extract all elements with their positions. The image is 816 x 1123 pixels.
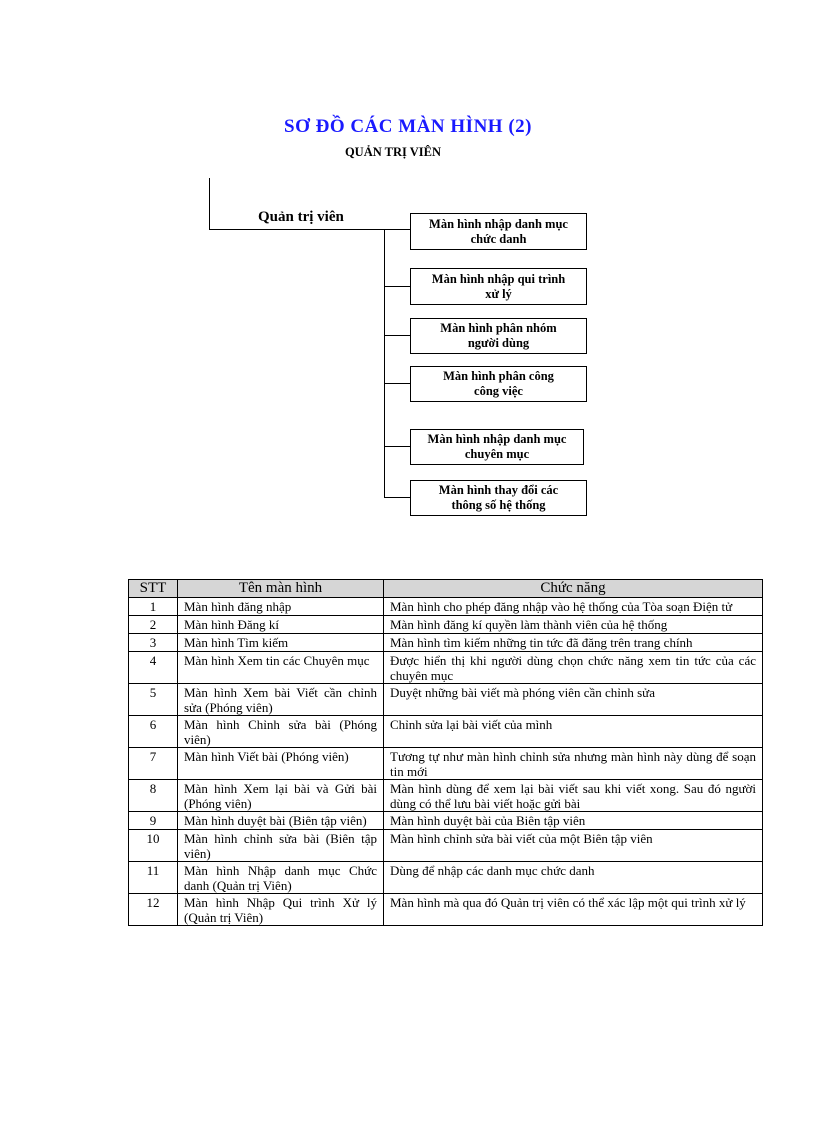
cell-function: Màn hình chỉnh sửa bài viết của một Biên tập viên (384, 830, 763, 862)
cell-name: Màn hình Chỉnh sửa bài (Phóng viên) (178, 716, 384, 748)
node-phan-cong-cong-viec: Màn hình phân công công việc (410, 366, 587, 402)
table-row (129, 716, 763, 748)
branch-connector (384, 286, 410, 287)
cell-stt: 6 (129, 716, 178, 748)
table-header-row (129, 580, 763, 598)
table-row (129, 894, 763, 926)
cell-stt: 11 (129, 862, 178, 894)
root-horizontal-line (209, 229, 410, 230)
table-row (129, 812, 763, 830)
node-thay-doi-thong-so: Màn hình thay đổi các thông số hệ thống (410, 480, 587, 516)
cell-name: Màn hình Đăng kí (178, 616, 384, 634)
cell-name: Màn hình Tìm kiếm (178, 634, 384, 652)
table-row (129, 862, 763, 894)
cell-name: Màn hình Xem bài Viết cần chỉnh sửa (Phóng viên) (178, 684, 384, 716)
table-row (129, 684, 763, 716)
table-row (129, 748, 763, 780)
cell-stt: 5 (129, 684, 178, 716)
branch-connector (384, 497, 410, 498)
cell-name: Màn hình chỉnh sửa bài (Biên tập viên) (178, 830, 384, 862)
page-subtitle: QUẢN TRỊ VIÊN (344, 145, 442, 159)
cell-stt: 8 (129, 780, 178, 812)
header-name: Tên màn hình (178, 580, 384, 598)
node-qui-trinh-xu-ly: Màn hình nhập qui trình xử lý (410, 268, 587, 305)
cell-name: Màn hình Xem lại bài và Gửi bài (Phóng viên) (178, 780, 384, 812)
cell-name: Màn hình duyệt bài (Biên tập viên) (178, 812, 384, 830)
cell-function: Màn hình dùng để xem lại bài viết sau khi viết xong. Sau đó người dùng có thể lưu bài viết hoặc gửi bài (384, 780, 763, 812)
branch-connector (384, 383, 410, 384)
cell-function: Dùng để nhập các danh mục chức danh (384, 862, 763, 894)
cell-function: Chỉnh sửa lại bài viết của mình (384, 716, 763, 748)
cell-stt: 1 (129, 598, 178, 616)
cell-stt: 10 (129, 830, 178, 862)
root-node-label: Quản trị viên (258, 209, 344, 225)
branch-trunk-line (384, 229, 385, 498)
cell-name: Màn hình đăng nhập (178, 598, 384, 616)
cell-name: Màn hình Nhập Qui trình Xử lý (Quản trị Viên) (178, 894, 384, 926)
table-row (129, 780, 763, 812)
cell-function: Tương tự như màn hình chỉnh sửa nhưng màn hình này dùng để soạn tin mới (384, 748, 763, 780)
table-body (129, 598, 763, 926)
cell-name: Màn hình Viết bài (Phóng viên) (178, 748, 384, 780)
branch-connector (384, 446, 410, 447)
cell-function: Được hiển thị khi người dùng chọn chức năng xem tin tức của các chuyên mục (384, 652, 763, 684)
cell-stt: 9 (129, 812, 178, 830)
node-danh-muc-chuyen-muc: Màn hình nhập danh mục chuyên mục (410, 429, 584, 465)
root-vertical-line (209, 178, 210, 230)
node-phan-nhom-nguoi-dung: Màn hình phân nhóm người dùng (410, 318, 587, 354)
cell-function: Màn hình mà qua đó Quản trị viên có thể xác lập một qui trình xử lý (384, 894, 763, 926)
node-danh-muc-chuc-danh: Màn hình nhập danh mục chức danh (410, 213, 587, 250)
table-row (129, 598, 763, 616)
cell-name: Màn hình Nhập danh mục Chức danh (Quản trị Viên) (178, 862, 384, 894)
cell-function: Màn hình duyệt bài của Biên tập viên (384, 812, 763, 830)
table-row (129, 830, 763, 862)
cell-function: Màn hình cho phép đăng nhập vào hệ thống của Tòa soạn Điện tử (384, 598, 763, 616)
header-function: Chức năng (384, 580, 763, 598)
branch-connector (384, 335, 410, 336)
page-title: SƠ ĐỒ CÁC MÀN HÌNH (2) (284, 116, 532, 137)
screens-table (128, 579, 763, 926)
cell-function: Duyệt những bài viết mà phóng viên cần chỉnh sửa (384, 684, 763, 716)
cell-function: Màn hình đăng kí quyền làm thành viên của hệ thống (384, 616, 763, 634)
header-stt: STT (129, 580, 178, 598)
table-row (129, 616, 763, 634)
cell-function: Màn hình tìm kiếm những tin tức đã đăng trên trang chính (384, 634, 763, 652)
cell-stt: 7 (129, 748, 178, 780)
cell-stt: 12 (129, 894, 178, 926)
cell-stt: 2 (129, 616, 178, 634)
cell-stt: 3 (129, 634, 178, 652)
table-row (129, 652, 763, 684)
table-row (129, 634, 763, 652)
cell-stt: 4 (129, 652, 178, 684)
cell-name: Màn hình Xem tin các Chuyên mục (178, 652, 384, 684)
